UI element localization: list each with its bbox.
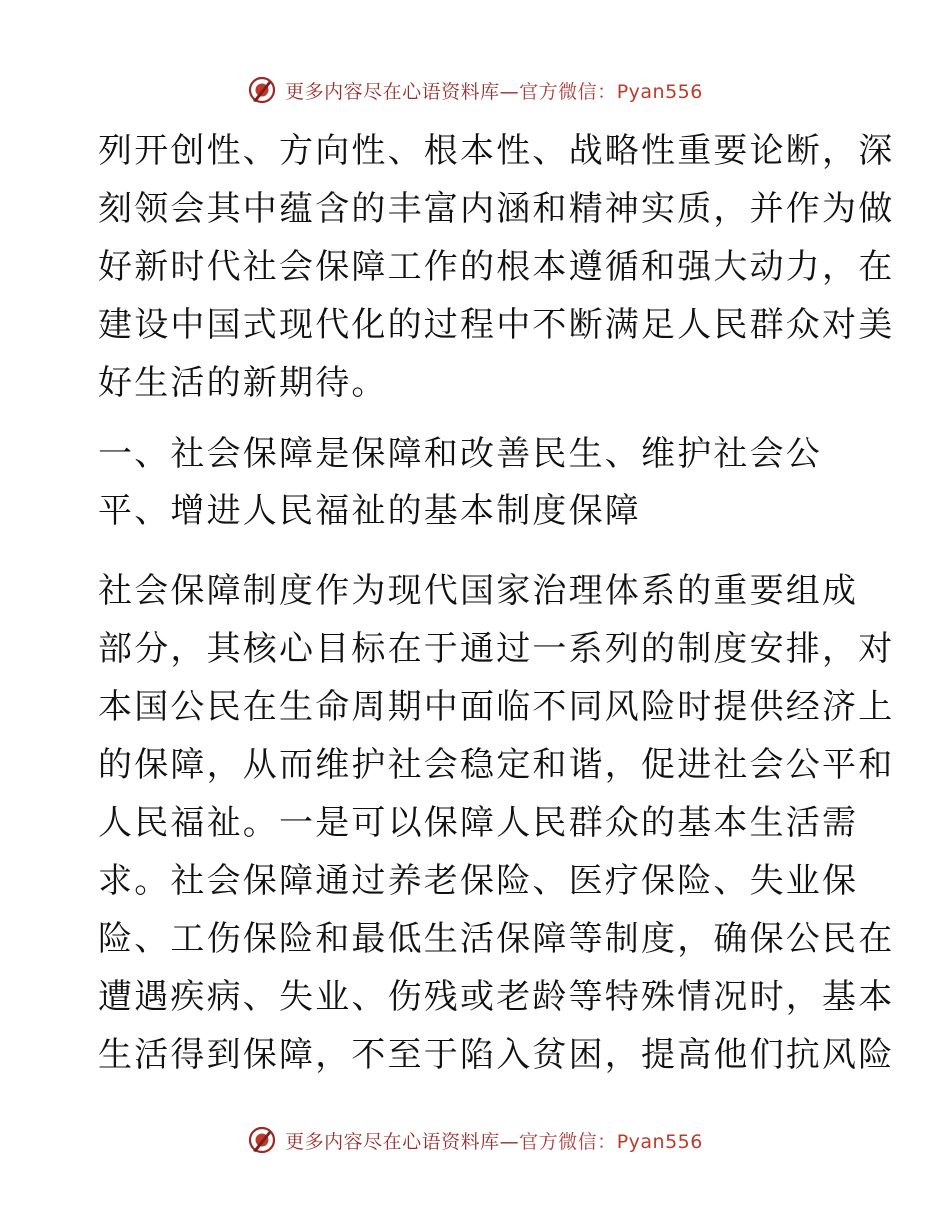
spacer bbox=[98, 412, 858, 426]
text-line: 好新时代社会保障工作的根本遵循和强大动力，在 bbox=[98, 247, 895, 287]
paragraph-2 bbox=[98, 562, 895, 1084]
document-body bbox=[98, 122, 895, 1084]
banner-text bbox=[285, 77, 703, 104]
banner-brand: 更多内容尽在心语资料库 bbox=[285, 1130, 500, 1153]
heading-line: 一、社会保障是保障和改善民生、维护社会公 bbox=[98, 434, 822, 474]
spacer bbox=[98, 540, 858, 562]
text-line: 人民福祉。一是可以保障人民群众的基本生活需 bbox=[98, 803, 859, 843]
header-banner bbox=[0, 70, 950, 110]
text-line: 求。社会保障通过养老保险、医疗保险、失业保 bbox=[98, 861, 859, 901]
text-line: 险、工伤保险和最低生活保障等制度，确保公民在 bbox=[98, 919, 895, 959]
paragraph-1 bbox=[98, 122, 895, 412]
banner-dash: — bbox=[499, 80, 520, 103]
banner-wechat-id: Pyan556 bbox=[616, 80, 703, 103]
text-line: 本国公民在生命周期中面临不同风险时提供经济上 bbox=[98, 687, 895, 727]
text-line: 列开创性、方向性、根本性、战略性重要论断，深 bbox=[98, 131, 895, 171]
banner-brand: 更多内容尽在心语资料库 bbox=[285, 80, 500, 103]
text-line: 生活得到保障，不至于陷入贫困，提高他们抗风险 bbox=[98, 1035, 895, 1075]
text-line: 好生活的新期待。 bbox=[98, 363, 388, 403]
section-heading-1 bbox=[98, 426, 858, 540]
brand-logo-icon bbox=[247, 75, 277, 105]
brand-logo-icon bbox=[247, 1125, 277, 1155]
text-line: 建设中国式现代化的过程中不断满足人民群众对美 bbox=[98, 305, 895, 345]
banner-wechat-label: 官方微信： bbox=[519, 1130, 617, 1153]
text-line: 的保障，从而维护社会稳定和谐，促进社会公平和 bbox=[98, 745, 895, 785]
banner-text bbox=[285, 1127, 703, 1154]
heading-line: 平、增进人民福祉的基本制度保障 bbox=[98, 491, 641, 531]
banner-wechat-label: 官方微信： bbox=[519, 80, 617, 103]
banner-dash: — bbox=[499, 1130, 520, 1153]
banner-wechat-id: Pyan556 bbox=[616, 1130, 703, 1153]
text-line: 刻领会其中蕴含的丰富内涵和精神实质，并作为做 bbox=[98, 189, 895, 229]
text-line: 遭遇疾病、失业、伤残或老龄等特殊情况时，基本 bbox=[98, 977, 895, 1017]
text-line: 社会保障制度作为现代国家治理体系的重要组成 bbox=[98, 571, 859, 611]
text-line: 部分，其核心目标在于通过一系列的制度安排，对 bbox=[98, 629, 895, 669]
footer-banner bbox=[0, 1120, 950, 1160]
